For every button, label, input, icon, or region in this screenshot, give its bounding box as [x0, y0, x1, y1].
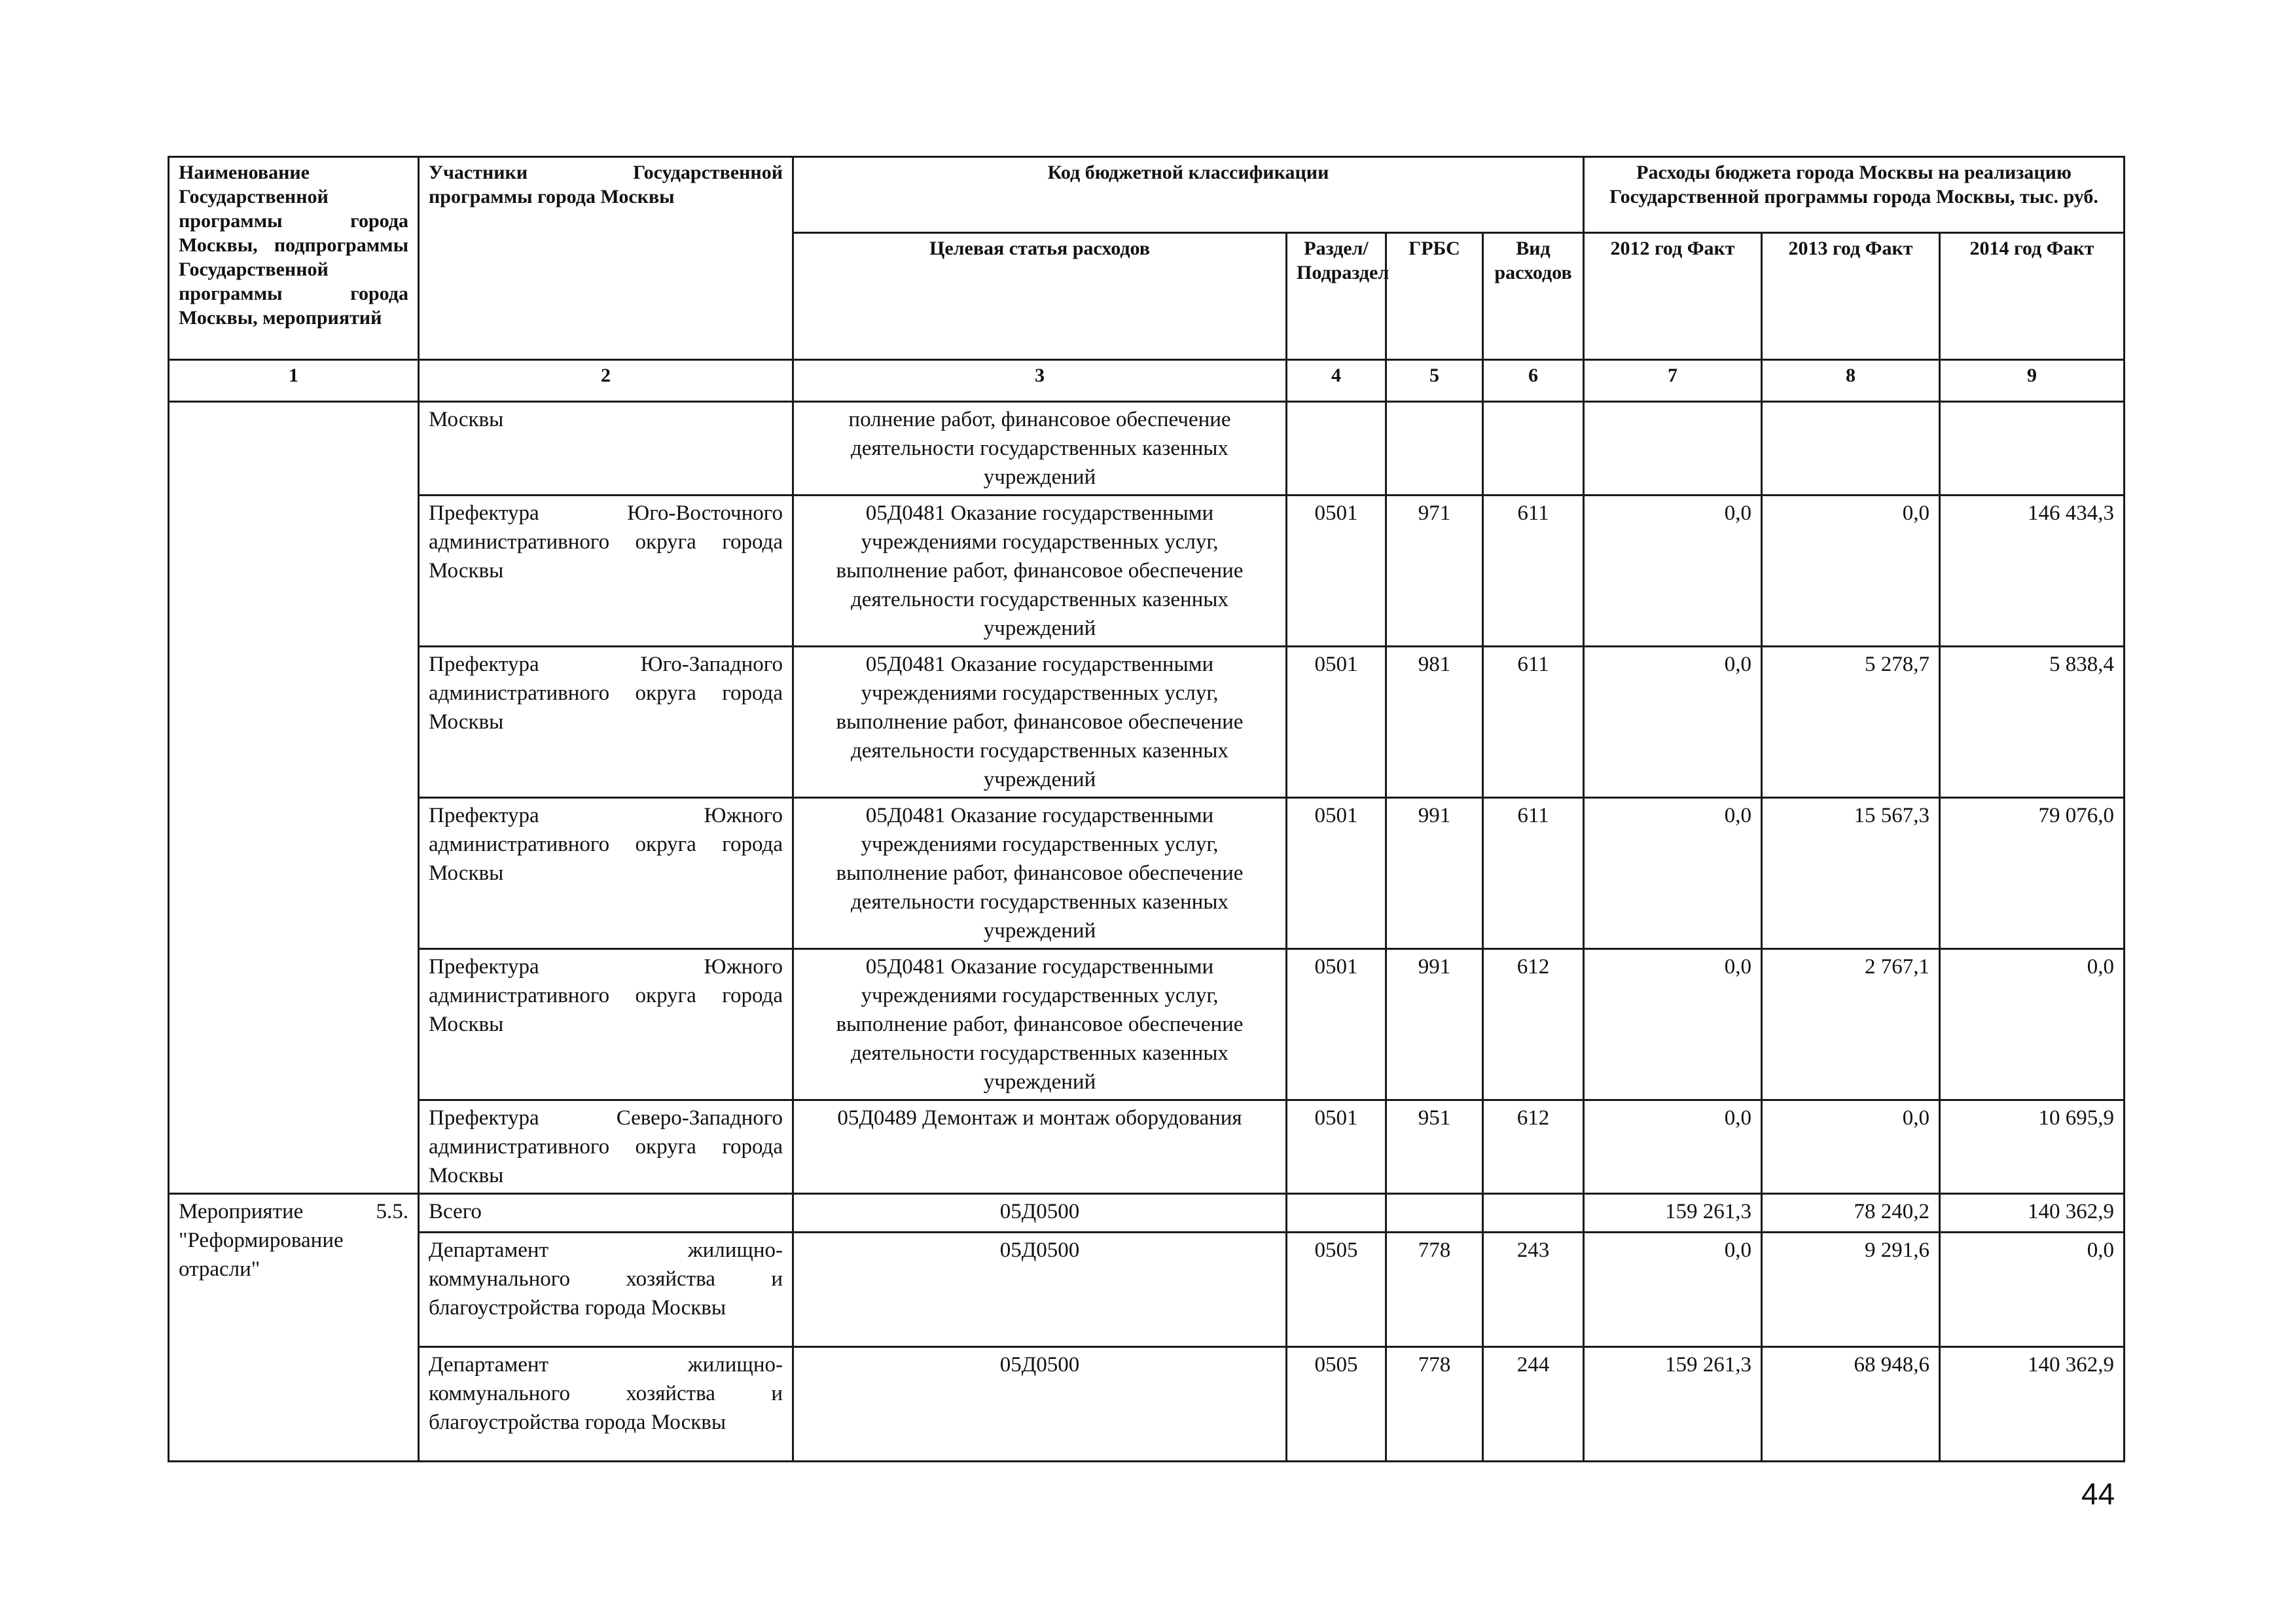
section-cell: 0501: [1287, 1100, 1386, 1194]
value-2013: 0,0: [1762, 1100, 1940, 1194]
grbs-cell: 971: [1386, 496, 1483, 647]
value-2014: 0,0: [1940, 1233, 2125, 1347]
expense-type-cell: 611: [1483, 496, 1584, 647]
grbs-cell: 981: [1386, 647, 1483, 798]
value-2012: 0,0: [1584, 949, 1762, 1100]
grbs-cell: [1386, 402, 1483, 496]
header-program-name: Наименование Государственной программы города Москвы, подпрограммы Государственной программы города Москвы, мероприятий: [169, 157, 419, 360]
target-cell: 05Д0500: [793, 1194, 1287, 1233]
value-2012: 159 261,3: [1584, 1347, 1762, 1462]
target-cell: 05Д0489 Демонтаж и монтаж оборудования: [793, 1100, 1287, 1194]
participant-cell: Департамент жилищно-коммунального хозяйства и благоустройства города Москвы: [419, 1233, 793, 1347]
section-cell: [1287, 402, 1386, 496]
value-2012: 0,0: [1584, 647, 1762, 798]
budget-table: [168, 156, 2125, 1462]
value-2014: [1940, 402, 2125, 496]
value-2012: 0,0: [1584, 496, 1762, 647]
header-budget-code: Код бюджетной классификации: [793, 157, 1584, 233]
participant-cell: Москвы: [419, 402, 793, 496]
column-number: 5: [1386, 360, 1483, 402]
value-2012: 159 261,3: [1584, 1194, 1762, 1233]
page-number: 44: [2081, 1477, 2115, 1511]
header-expenses: Расходы бюджета города Москвы на реализацию Государственной программы города Москвы, тыс. руб.: [1584, 157, 2125, 233]
program-name-cell: Мероприятие 5.5. "Реформирование отрасли": [169, 1194, 419, 1462]
program-name-cell: [169, 402, 419, 1194]
expense-type-cell: 243: [1483, 1233, 1584, 1347]
expense-type-cell: 611: [1483, 798, 1584, 949]
value-2014: 140 362,9: [1940, 1194, 2125, 1233]
target-cell: 05Д0481 Оказание государственными учреждениями государственных услуг, выполнение работ, финансовое обеспечение деятельности государственных казенных учреждений: [793, 647, 1287, 798]
header-grbs: ГРБС: [1386, 233, 1483, 360]
value-2013: 2 767,1: [1762, 949, 1940, 1100]
table-row: [169, 1233, 2125, 1347]
table-row: [169, 1347, 2125, 1462]
grbs-cell: 991: [1386, 798, 1483, 949]
column-number: 2: [419, 360, 793, 402]
section-cell: 0505: [1287, 1347, 1386, 1462]
grbs-cell: 778: [1386, 1347, 1483, 1462]
section-cell: 0501: [1287, 798, 1386, 949]
section-cell: 0505: [1287, 1233, 1386, 1347]
table-row: [169, 949, 2125, 1100]
header-2013: 2013 год Факт: [1762, 233, 1940, 360]
target-cell: полнение работ, финансовое обеспечение деятельности государственных казенных учреждений: [793, 402, 1287, 496]
grbs-cell: 991: [1386, 949, 1483, 1100]
target-cell: 05Д0500: [793, 1347, 1287, 1462]
table-row: [169, 1194, 2125, 1233]
section-cell: [1287, 1194, 1386, 1233]
header-section: Раздел/ Подраздел: [1287, 233, 1386, 360]
section-cell: 0501: [1287, 647, 1386, 798]
table-row: [169, 1100, 2125, 1194]
table-row: [169, 647, 2125, 798]
expense-type-cell: 611: [1483, 647, 1584, 798]
participant-cell: Префектура Южного административного округа города Москвы: [419, 949, 793, 1100]
column-number: 7: [1584, 360, 1762, 402]
participant-cell: Префектура Северо-Западного административного округа города Москвы: [419, 1100, 793, 1194]
header-participants: Участники Государственной программы города Москвы: [419, 157, 793, 360]
value-2013: 68 948,6: [1762, 1347, 1940, 1462]
value-2013: 9 291,6: [1762, 1233, 1940, 1347]
section-cell: 0501: [1287, 949, 1386, 1100]
target-cell: 05Д0481 Оказание государственными учреждениями государственных услуг, выполнение работ, финансовое обеспечение деятельности государственных казенных учреждений: [793, 496, 1287, 647]
participant-cell: Департамент жилищно-коммунального хозяйства и благоустройства города Москвы: [419, 1347, 793, 1462]
column-number: 4: [1287, 360, 1386, 402]
participant-cell: Всего: [419, 1194, 793, 1233]
grbs-cell: [1386, 1194, 1483, 1233]
expense-type-cell: 244: [1483, 1347, 1584, 1462]
value-2012: 0,0: [1584, 1233, 1762, 1347]
value-2014: 10 695,9: [1940, 1100, 2125, 1194]
grbs-cell: 778: [1386, 1233, 1483, 1347]
value-2014: 5 838,4: [1940, 647, 2125, 798]
expense-type-cell: 612: [1483, 1100, 1584, 1194]
expense-type-cell: [1483, 402, 1584, 496]
value-2014: 146 434,3: [1940, 496, 2125, 647]
column-number: 1: [169, 360, 419, 402]
value-2013: 15 567,3: [1762, 798, 1940, 949]
value-2014: 140 362,9: [1940, 1347, 2125, 1462]
value-2012: 0,0: [1584, 798, 1762, 949]
value-2013: [1762, 402, 1940, 496]
expense-type-cell: [1483, 1194, 1584, 1233]
header-2012: 2012 год Факт: [1584, 233, 1762, 360]
participant-cell: Префектура Юго-Восточного административного округа города Москвы: [419, 496, 793, 647]
header-target-article: Целевая статья расходов: [793, 233, 1287, 360]
section-cell: 0501: [1287, 496, 1386, 647]
target-cell: 05Д0500: [793, 1233, 1287, 1347]
value-2012: [1584, 402, 1762, 496]
value-2013: 0,0: [1762, 496, 1940, 647]
table-row: [169, 798, 2125, 949]
value-2013: 5 278,7: [1762, 647, 1940, 798]
table-row: [169, 496, 2125, 647]
column-number: 6: [1483, 360, 1584, 402]
participant-cell: Префектура Юго-Западного административного округа города Москвы: [419, 647, 793, 798]
target-cell: 05Д0481 Оказание государственными учреждениями государственных услуг, выполнение работ, финансовое обеспечение деятельности государственных казенных учреждений: [793, 949, 1287, 1100]
grbs-cell: 951: [1386, 1100, 1483, 1194]
column-number: 3: [793, 360, 1287, 402]
participant-cell: Префектура Южного административного округа города Москвы: [419, 798, 793, 949]
value-2013: 78 240,2: [1762, 1194, 1940, 1233]
value-2014: 79 076,0: [1940, 798, 2125, 949]
value-2012: 0,0: [1584, 1100, 1762, 1194]
table-row: [169, 402, 2125, 496]
column-number: 9: [1940, 360, 2125, 402]
target-cell: 05Д0481 Оказание государственными учреждениями государственных услуг, выполнение работ, финансовое обеспечение деятельности государственных казенных учреждений: [793, 798, 1287, 949]
column-number: 8: [1762, 360, 1940, 402]
header-expense-type: Вид расходов: [1483, 233, 1584, 360]
header-2014: 2014 год Факт: [1940, 233, 2125, 360]
expense-type-cell: 612: [1483, 949, 1584, 1100]
value-2014: 0,0: [1940, 949, 2125, 1100]
